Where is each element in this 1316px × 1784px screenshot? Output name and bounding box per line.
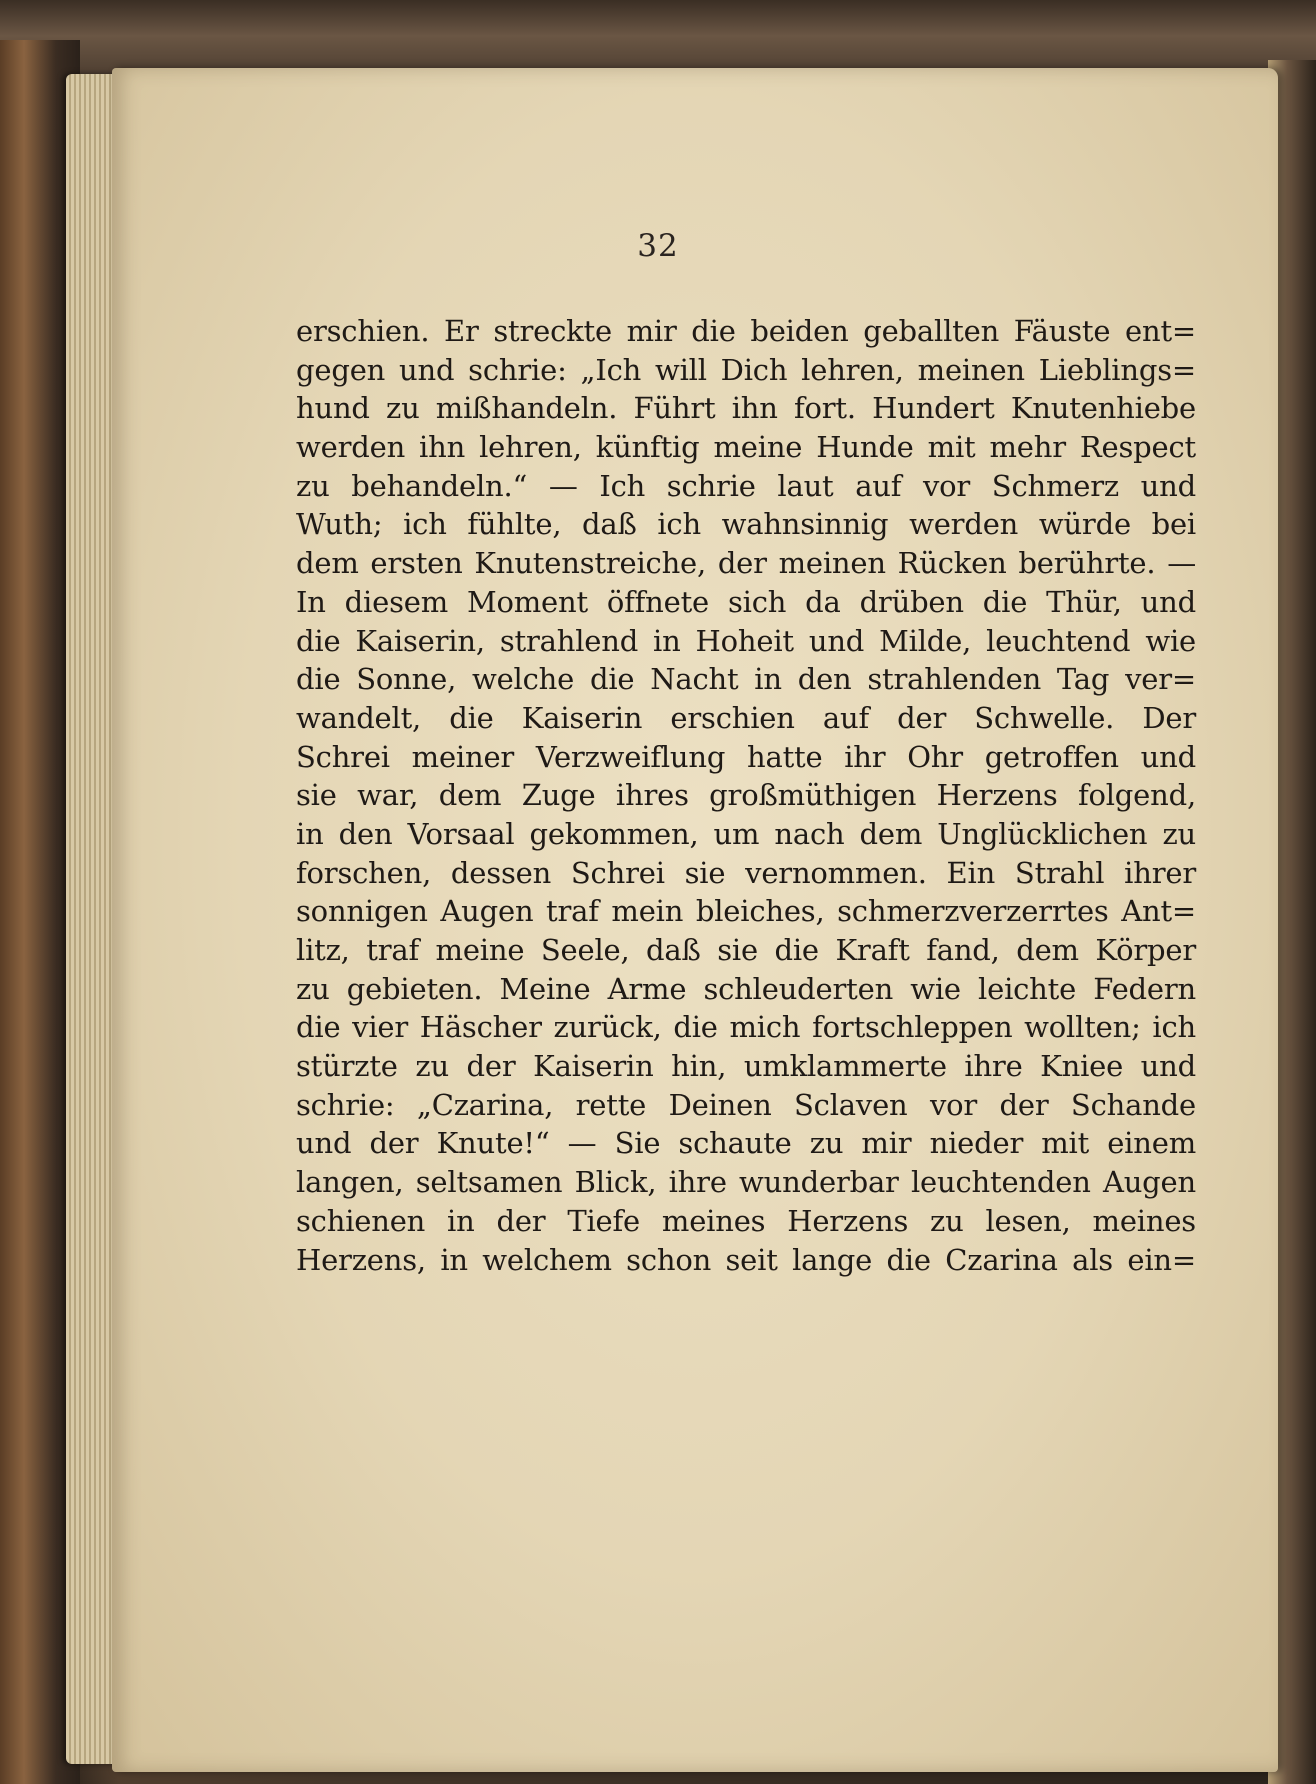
text-line: Schrei meiner Verzweiflung hatte ihr Ohr getroffen und	[296, 739, 1196, 774]
text-line: die Sonne, welche die Nacht in den strahlenden Tag ver=	[296, 662, 1196, 697]
text-line: dem ersten Knutenstreiche, der meinen Rücken berührte. —	[296, 546, 1196, 581]
text-line: erschien. Er streckte mir die beiden geballten Fäuste ent=	[296, 314, 1196, 348]
page-number: 32	[637, 228, 679, 264]
body-text	[296, 312, 1196, 1279]
text-line: stürzte zu der Kaiserin hin, umklammerte ihre Kniee und	[296, 1049, 1196, 1084]
text-line: schienen in der Tiefe meines Herzens zu lesen, meines	[296, 1203, 1196, 1238]
text-line: wandelt, die Kaiserin erschien auf der Schwelle. Der	[296, 700, 1196, 735]
text-line: schrie: „Czarina, rette Deinen Sclaven vor der Schande	[296, 1087, 1196, 1122]
text-line: die Kaiserin, strahlend in Hoheit und Milde, leuchtend wie	[296, 623, 1196, 658]
text-line: in den Vorsaal gekommen, um nach dem Unglücklichen zu	[296, 816, 1196, 851]
text-line: forschen, dessen Schrei sie vernommen. Ein Strahl ihrer	[296, 855, 1196, 890]
text-line: die vier Häscher zurück, die mich fortschleppen wollten; ich	[296, 1010, 1196, 1045]
text-line: hund zu mißhandeln. Führt ihn fort. Hundert Knutenhiebe	[296, 391, 1196, 426]
text-line: gegen und schrie: „Ich will Dich lehren, meinen Lieblings=	[296, 352, 1196, 387]
text-line: sie war, dem Zuge ihres großmüthigen Herzens folgend,	[296, 778, 1196, 813]
text-line: langen, seltsamen Blick, ihre wunderbar leuchtenden Augen	[296, 1165, 1196, 1200]
text-line: Wuth; ich fühlte, daß ich wahnsinnig werden würde bei	[296, 507, 1196, 542]
text-line: litz, traf meine Seele, daß sie die Kraft fand, dem Körper	[296, 933, 1196, 967]
text-line: sonnigen Augen traf mein bleiches, schmerzverzerrtes Ant=	[296, 894, 1196, 929]
text-line: zu gebieten. Meine Arme schleuderten wie leichte Federn	[296, 971, 1196, 1006]
text-line: zu behandeln.“ — Ich schrie laut auf vor Schmerz und	[296, 468, 1196, 503]
text-line: und der Knute!“ — Sie schaute zu mir nieder mit einem	[296, 1126, 1196, 1161]
text-line: In diesem Moment öffnete sich da drüben die Thür, und	[296, 584, 1196, 619]
text-line: Herzens, in welchem schon seit lange die Czarina als ein=	[296, 1242, 1196, 1277]
text-line: werden ihn lehren, künftig meine Hunde mit mehr Respect	[296, 430, 1196, 465]
